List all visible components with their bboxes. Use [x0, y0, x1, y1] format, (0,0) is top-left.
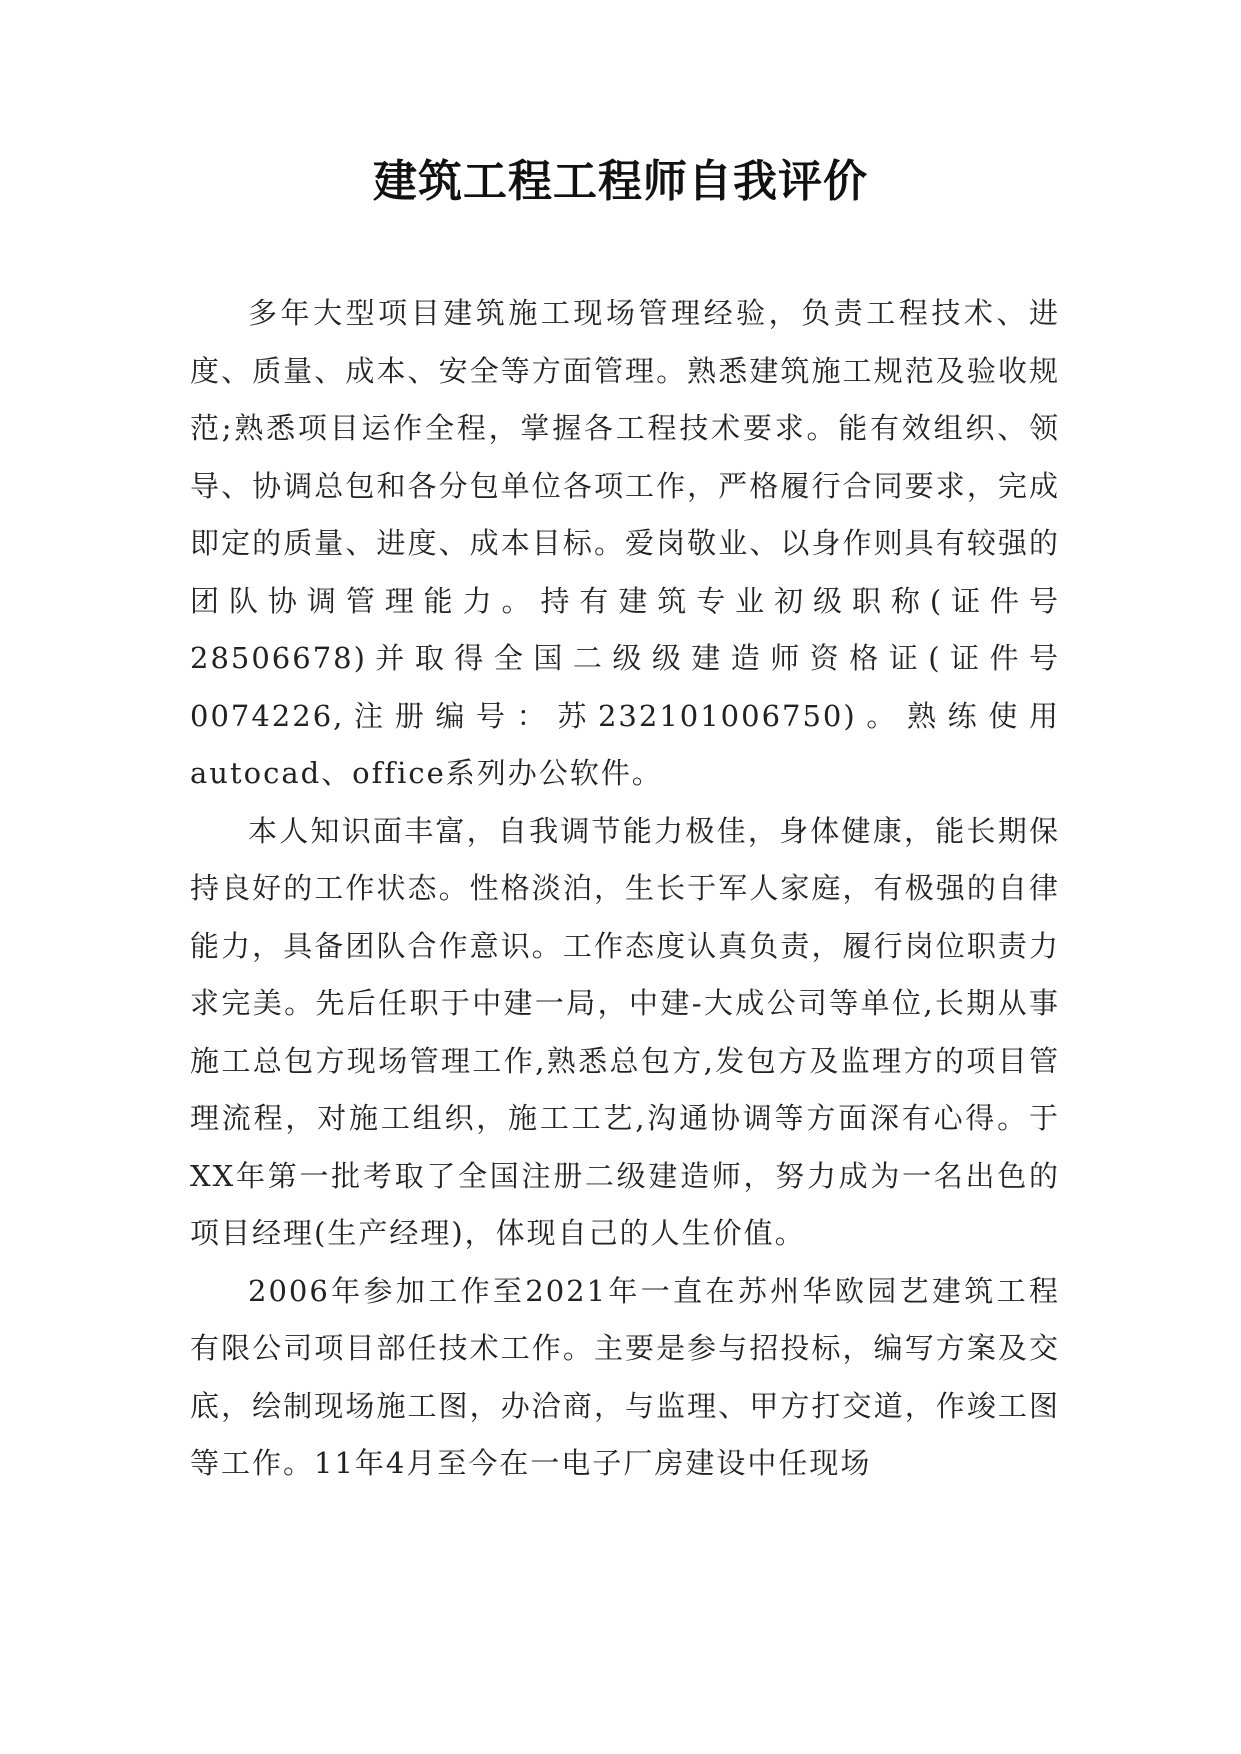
paragraph-3: 2006年参加工作至2021年一直在苏州华欧园艺建筑工程有限公司项目部任技术工作。主要是参与招投标，编写方案及交底，绘制现场施工图，办洽商，与监理、甲方打交道，作竣工图等工作。11年4月至今在一电子厂房建设中任现场: [190, 1273, 1060, 1480]
paragraph-1: 多年大型项目建筑施工现场管理经验，负责工程技术、进度、质量、成本、安全等方面管理。熟悉建筑施工规范及验收规范;熟悉项目运作全程，掌握各工程技术要求。能有效组织、领导、协调总包和各分包单位各项工作，严格履行合同要求，完成即定的质量、进度、成本目标。爱岗敬业、以身作则具有较强的团队协调管理能力。持有建筑专业初级职称(证件号28506678)并取得全国二级级建造师资格证(证件号0074226,注册编号：苏232101006750)。熟练使用autocad、office系列办公软件。: [190, 296, 1060, 790]
paragraph-2: 本人知识面丰富，自我调节能力极佳，身体健康，能长期保持良好的工作状态。性格淡泊，生长于军人家庭，有极强的自律能力，具备团队合作意识。工作态度认真负责，履行岗位职责力求完美。先后任职于中建一局，中建-大成公司等单位,长期从事施工总包方现场管理工作,熟悉总包方,发包方及监理方的项目管理流程，对施工组织，施工工艺,沟通协调等方面深有心得。于XX年第一批考取了全国注册二级建造师，努力成为一名出色的项目经理(生产经理)，体现自己的人生价值。: [190, 813, 1060, 1250]
document-title: 建筑工程工程师自我评价: [373, 156, 868, 207]
document-body: [190, 285, 1060, 1493]
